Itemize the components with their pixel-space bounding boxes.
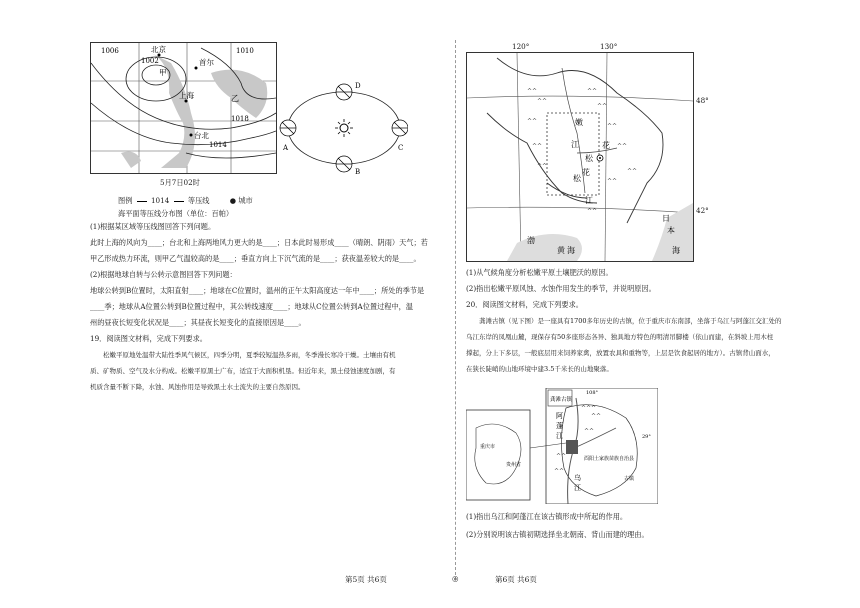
question-line: 州的昼夜长短变化状况是____；其昼夜长短变化的直接原因是____。 [90, 318, 306, 327]
map-legend [118, 196, 253, 206]
question-line: ____季；地球从A位置公转到B位置过程中，其公转线速度____；地球从C位置公转到A位置过程中，温 [90, 302, 414, 311]
question-line: 甲乙形成热力环流，则甲乙气温较高的是____；垂直方向上下沉气流的是____；获夜温差较大的是____。 [90, 254, 421, 263]
isobar-line-icon [137, 201, 147, 202]
page-number-right: 第6页 共6页 [495, 575, 537, 584]
map-label: 海 [672, 246, 680, 255]
passage-line: 撑起，分上下多层，一般底层用来饲养家禽，放置农具和重物等，上层是饮食起居的地方）。古镇背山面水， [466, 349, 775, 357]
sun-icon [335, 119, 353, 137]
map-label: 黄 [557, 246, 565, 255]
map-label: 花 [582, 168, 590, 177]
svg-text:^^: ^^ [587, 88, 598, 95]
map-label: 花 [602, 141, 610, 150]
songnen-map [466, 52, 694, 262]
map-label: 江 [571, 140, 579, 149]
map-label: 嫩 [575, 118, 583, 127]
svg-text:^^: ^^ [591, 413, 602, 420]
svg-text:^^: ^^ [554, 468, 565, 475]
svg-text:^^: ^^ [597, 103, 608, 110]
longitude-label: 108° [586, 390, 599, 396]
latitude-label: 29° [642, 434, 651, 440]
svg-text:^^: ^^ [532, 143, 543, 150]
svg-text:^^: ^^ [537, 98, 548, 105]
map-label: 江 [585, 196, 593, 205]
place-label: 乙 [231, 94, 239, 103]
question-line: 地球公转到B位置时，太阳直射____；地球在C位置时，温州的正午太阳高度达一年中____；所处的季节是 [90, 286, 425, 295]
map-label: 海 [567, 246, 575, 255]
map-label: 松 [585, 154, 593, 163]
isobar-label: 1002 [141, 57, 159, 65]
question-line: (1)指出乌江和阿蓬江在该古镇形成中所起的作用。 [466, 512, 628, 521]
column-divider [455, 40, 456, 580]
svg-text:^^^: ^^^ [581, 405, 597, 412]
place-label: 上海 [179, 91, 194, 100]
longitude-label: 120° [512, 42, 530, 51]
orbit-label: B [355, 168, 361, 176]
map-label: 江 [574, 484, 581, 492]
passage-line: 质、矿物质、空气及水分构成。松嫩平原黑土广布，适宜于大面积机垦。但近年来，黑土侵蚀速度加剧，有 [90, 367, 396, 375]
map-label: 松 [573, 174, 581, 183]
legend-title: 图例 [118, 196, 133, 205]
map-label: 重庆市 [480, 444, 496, 450]
isobar-label: 1010 [236, 47, 254, 55]
isobar-label: 1014 [209, 141, 227, 149]
orbit-diagram-svg [278, 78, 408, 178]
svg-text:^^: ^^ [607, 178, 618, 185]
isobar-map-svg [91, 43, 276, 173]
svg-text:^^: ^^ [556, 453, 567, 460]
latitude-label: 48° [696, 96, 709, 105]
passage-line: 龚滩古镇（见下图）是一座具有1700多年历史的古镇，位于重庆市东南部，坐落于乌江与阿蓬江交汇处的 [466, 317, 782, 325]
map-label: 渤 [527, 236, 535, 245]
map-label: 贵州省 [506, 462, 522, 468]
question-line: (2)分别说明该古镇初期选择坐北朝南、背山而建的理由。 [466, 530, 649, 539]
svg-text:^^: ^^ [527, 118, 538, 125]
map-time-caption: 5月7日02时 [160, 178, 200, 187]
place-label: 台北 [194, 131, 209, 140]
gongtan-map [466, 388, 658, 504]
orbit-label: A [283, 144, 289, 152]
orbit-label: D [355, 82, 361, 90]
passage-line: 乌江东岸的凤凰山麓，现保存有50多座形态各异、独具地方特色的明清吊脚楼（依山而建，在斜坡上用木柱 [466, 333, 774, 341]
longitude-label: 130° [600, 42, 618, 51]
svg-text:^^: ^^ [627, 168, 638, 175]
orbit-diagram [278, 78, 408, 178]
svg-text:^^: ^^ [537, 163, 548, 170]
right-questions [466, 512, 649, 540]
passage-line: 机质含量不断下降，水蚀、风蚀作用是导致黑土水土流失的主要自然原因。 [90, 383, 305, 391]
question-heading: 20．阅读图文材料，完成下列要求。 [466, 300, 583, 309]
question-line: (1)根据某区域等压线图回答下列问题。 [90, 222, 216, 231]
question-line: (1)从气候角度分析松嫩平原土壤肥沃的原因。 [466, 268, 613, 277]
svg-text:^^: ^^ [527, 88, 538, 95]
legend-isobar-text: 等压线 [187, 196, 210, 205]
legend-isobar-value: 1014 [150, 196, 170, 205]
city-dot-icon: ● [229, 196, 237, 205]
gongtan-map-svg [466, 388, 658, 504]
songnen-map-svg [467, 53, 693, 261]
question-heading: 19．阅读图文材料，完成下列要求。 [90, 334, 207, 343]
passage-line: 在狭长陡峭的山地环境中建3.5千米长的山地聚落。 [466, 365, 613, 373]
place-label: 甲 [159, 68, 167, 77]
place-label: 北京 [151, 45, 166, 54]
map-label: 江 [556, 432, 563, 440]
page-number-left: 第5页 共6页 [345, 575, 387, 584]
right-text-block [466, 268, 782, 374]
passage-line: 松嫩平原地处温带大陆性季风气候区，四季分明，夏季较短温热多雨，冬季漫长寒冷干燥。土壤由有机 [90, 351, 396, 359]
inset-title: 龚滩古镇 [550, 397, 573, 403]
map-label: 阿 [556, 412, 563, 420]
left-text-block [90, 222, 428, 392]
question-line: (2)根据地球自转与公转示意图回答下列问题： [90, 270, 237, 279]
question-line: (2)指出松嫩平原风蚀、水蚀作用发生的季节，并说明原因。 [466, 284, 656, 293]
map-label: 乌 [574, 474, 581, 482]
map-label: 本 [667, 226, 675, 235]
isobar-label: 1018 [231, 115, 249, 123]
svg-text:^^: ^^ [617, 143, 628, 150]
latitude-label: 42° [696, 206, 709, 215]
isobar-line-icon [174, 201, 184, 202]
question-line: 此时上海的风向为____；台北和上海两地风力更大的是____；日本此时易形成____（晴朗、阴雨）天气；若 [90, 238, 428, 247]
svg-text:^^: ^^ [587, 208, 598, 215]
map-label: 酉阳土家族苗族自治县 [584, 456, 635, 462]
map-label: 日 [662, 214, 670, 223]
isobar-label: 1006 [101, 47, 119, 55]
svg-text:^^: ^^ [607, 123, 618, 130]
map-caption: 海平面等压线分布图（单位：百帕） [118, 209, 234, 218]
binding-hole-icon: ◎ [452, 574, 459, 583]
isobar-map [90, 42, 277, 174]
map-label: 蓬 [556, 422, 563, 430]
place-label: 首尔 [199, 58, 214, 67]
svg-text:^^: ^^ [584, 428, 595, 435]
orbit-label: C [398, 144, 404, 152]
legend-city-text: 城市 [238, 196, 253, 205]
map-label: 古镇 [624, 476, 635, 482]
